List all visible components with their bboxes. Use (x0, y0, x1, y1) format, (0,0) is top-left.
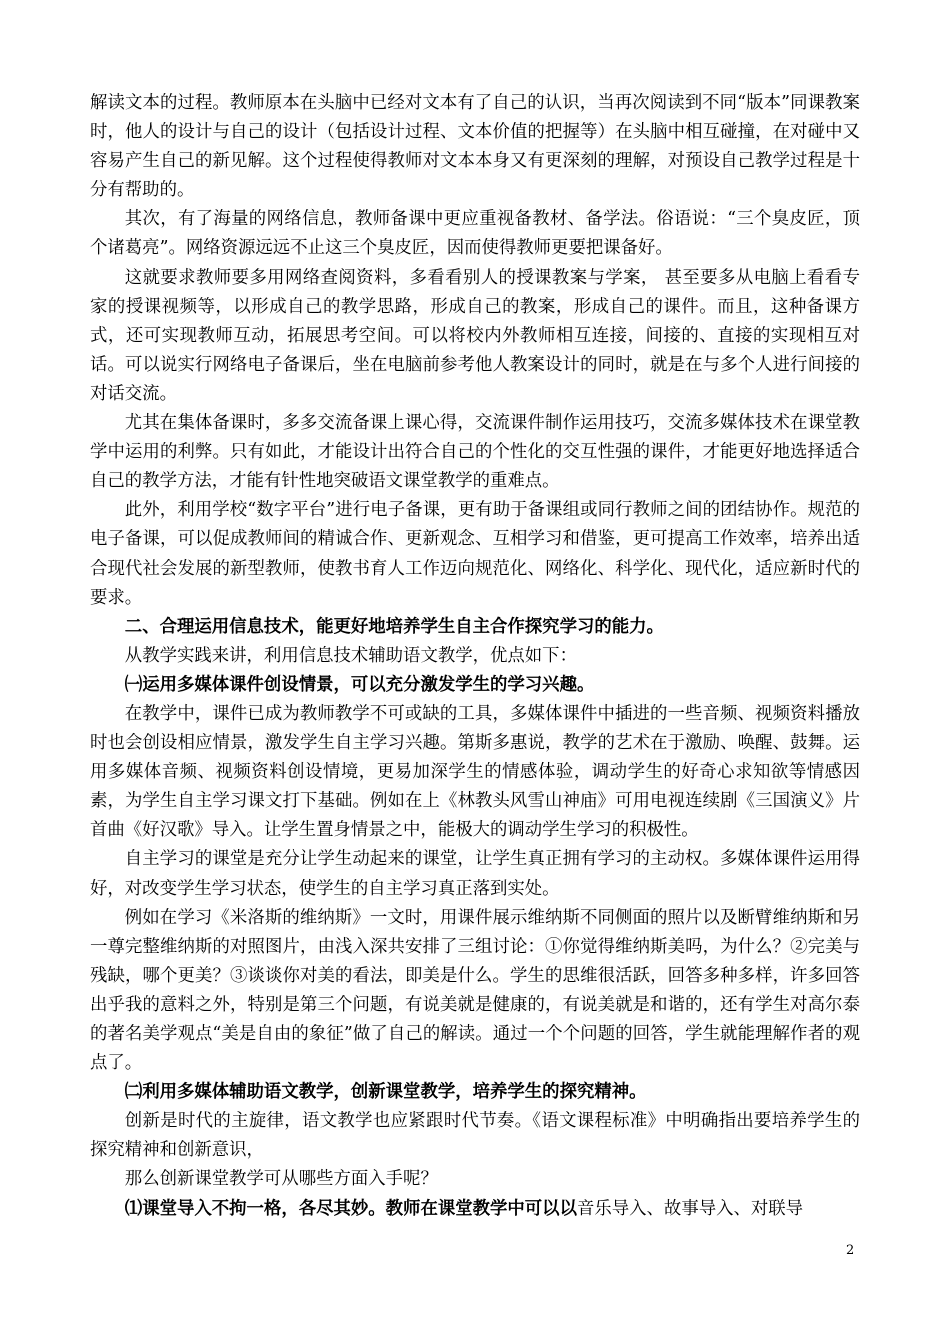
paragraph: 在教学中，课件已成为教师教学不可或缺的工具，多媒体课件中插进的一些音频、视频资料播放时也会创设相应情景，激发学生自主学习兴趣。第斯多惠说，教学的艺术在于激励、唤醒、鼓舞。运用多媒体音频、视频资料创设情境，更易加深学生的情感体验，调动学生的好奇心求知欲等情感因素，为学生自主学习课文打下基础。例如在上《林教头风雪山神庙》可用电视连续剧《三国演义》片首曲《好汉歌》导入。让学生置身情景之中，能极大的调动学生学习的积极性。 (90, 703, 860, 841)
paragraph: 尤其在集体备课时，多多交流备课上课心得，交流课件制作运用技巧，交流多媒体技术在课堂教学中运用的利弊。只有如此，才能设计出符合自己的个性化的交互性强的课件，才能更好地选择适合自己的教学方法，才能有针性地突破语文课堂教学的重难点。 (90, 413, 860, 492)
paragraph: 其次，有了海量的网络信息，教师备课中更应重视备教材、备学法。俗语说：“三个臭皮匠，顶个诸葛亮”。网络资源远远不止这三个臭皮匠，因而使得教师更要把课备好。 (90, 209, 860, 259)
bold-lead-text: ⑴课堂导入不拘一格，各尽其妙。教师在课堂教学中可以以 (124, 1198, 577, 1219)
paragraph: 这就要求教师要多用网络查阅资料，多看看别人的授课教案与学案， 甚至要多从电脑上看看专家的授课视频等，以形成自己的教学思路，形成自己的教案，形成自己的课件。而且，这种备课方式，还可实现教师互动，拓展思考空间。可以将校内外教师相互连接，间接的、直接的实现相互对话。可以说实行网络电子备课后，坐在电脑前参考他人教案设计的同时，就是在与多个人进行间接的对话交流。 (90, 267, 860, 404)
paragraph-mixed (90, 1195, 860, 1224)
subsection-heading: ㈠运用多媒体课件创设情景，可以充分激发学生的学习兴趣。 (124, 674, 595, 695)
paragraph: 创新是时代的主旋律，语文教学也应紧跟时代节奏。《语文课程标准》中明确指出要培养学生的探究精神和创新意识， (90, 1111, 860, 1161)
page-number: 2 (846, 1243, 855, 1258)
paragraph: 自主学习的课堂是充分让学生动起来的课堂，让学生真正拥有学习的主动权。多媒体课件运用得好，对改变学生学习状态，使学生的自主学习真正落到实处。 (90, 849, 860, 899)
document-body (90, 89, 860, 1224)
paragraph: 从教学实践来讲，利用信息技术辅助语文教学，优点如下： (124, 645, 577, 666)
paragraph: 例如在学习《米洛斯的维纳斯》一文时，用课件展示维纳斯不同侧面的照片以及断臂维纳斯和另一尊完整维纳斯的对照图片，由浅入深共安排了三组讨论：①你觉得维纳斯美吗，为什么？②完美与残缺，哪个更美？③谈谈你对美的看法，即美是什么。学生的思维很活跃，回答多种多样，许多回答出乎我的意料之外，特别是第三个问题，有说美就是健康的，有说美就是和谐的，还有学生对高尔泰的著名美学观点“美是自由的象征”做了自己的解读。通过一个个问题的回答，学生就能理解作者的观点了。 (90, 907, 860, 1074)
section-heading: 二、合理运用信息技术，能更好地培养学生自主合作探究学习的能力。 (124, 616, 664, 637)
normal-text: 音乐导入、故事导入、对联导 (576, 1198, 804, 1219)
paragraph-continuation: 解读文本的过程。教师原本在头脑中已经对文本有了自己的认识，当再次阅读到不同“版本”同课教案时，他人的设计与自己的设计（包括设计过程、文本价值的把握等）在头脑中相互碰撞，在对碰中又容易产生自己的新见解。这个过程使得教师对文本本身又有更深刻的理解，对预设自己教学过程是十分有帮助的。 (90, 93, 860, 201)
paragraph: 那么创新课堂教学可从哪些方面入手呢？ (124, 1169, 438, 1190)
subsection-heading: ㈡利用多媒体辅助语文教学，创新课堂教学，培养学生的探究精神。 (124, 1082, 647, 1103)
paragraph: 此外，利用学校“数字平台”进行电子备课，更有助于备课组或同行教师之间的团结协作。规范的电子备课，可以促成教师间的精诚合作、更新观念、互相学习和借鉴，更可提高工作效率，培养出适合现代社会发展的新型教师，使教书育人工作迈向规范化、网络化、科学化、现代化，适应新时代的要求。 (90, 500, 860, 608)
